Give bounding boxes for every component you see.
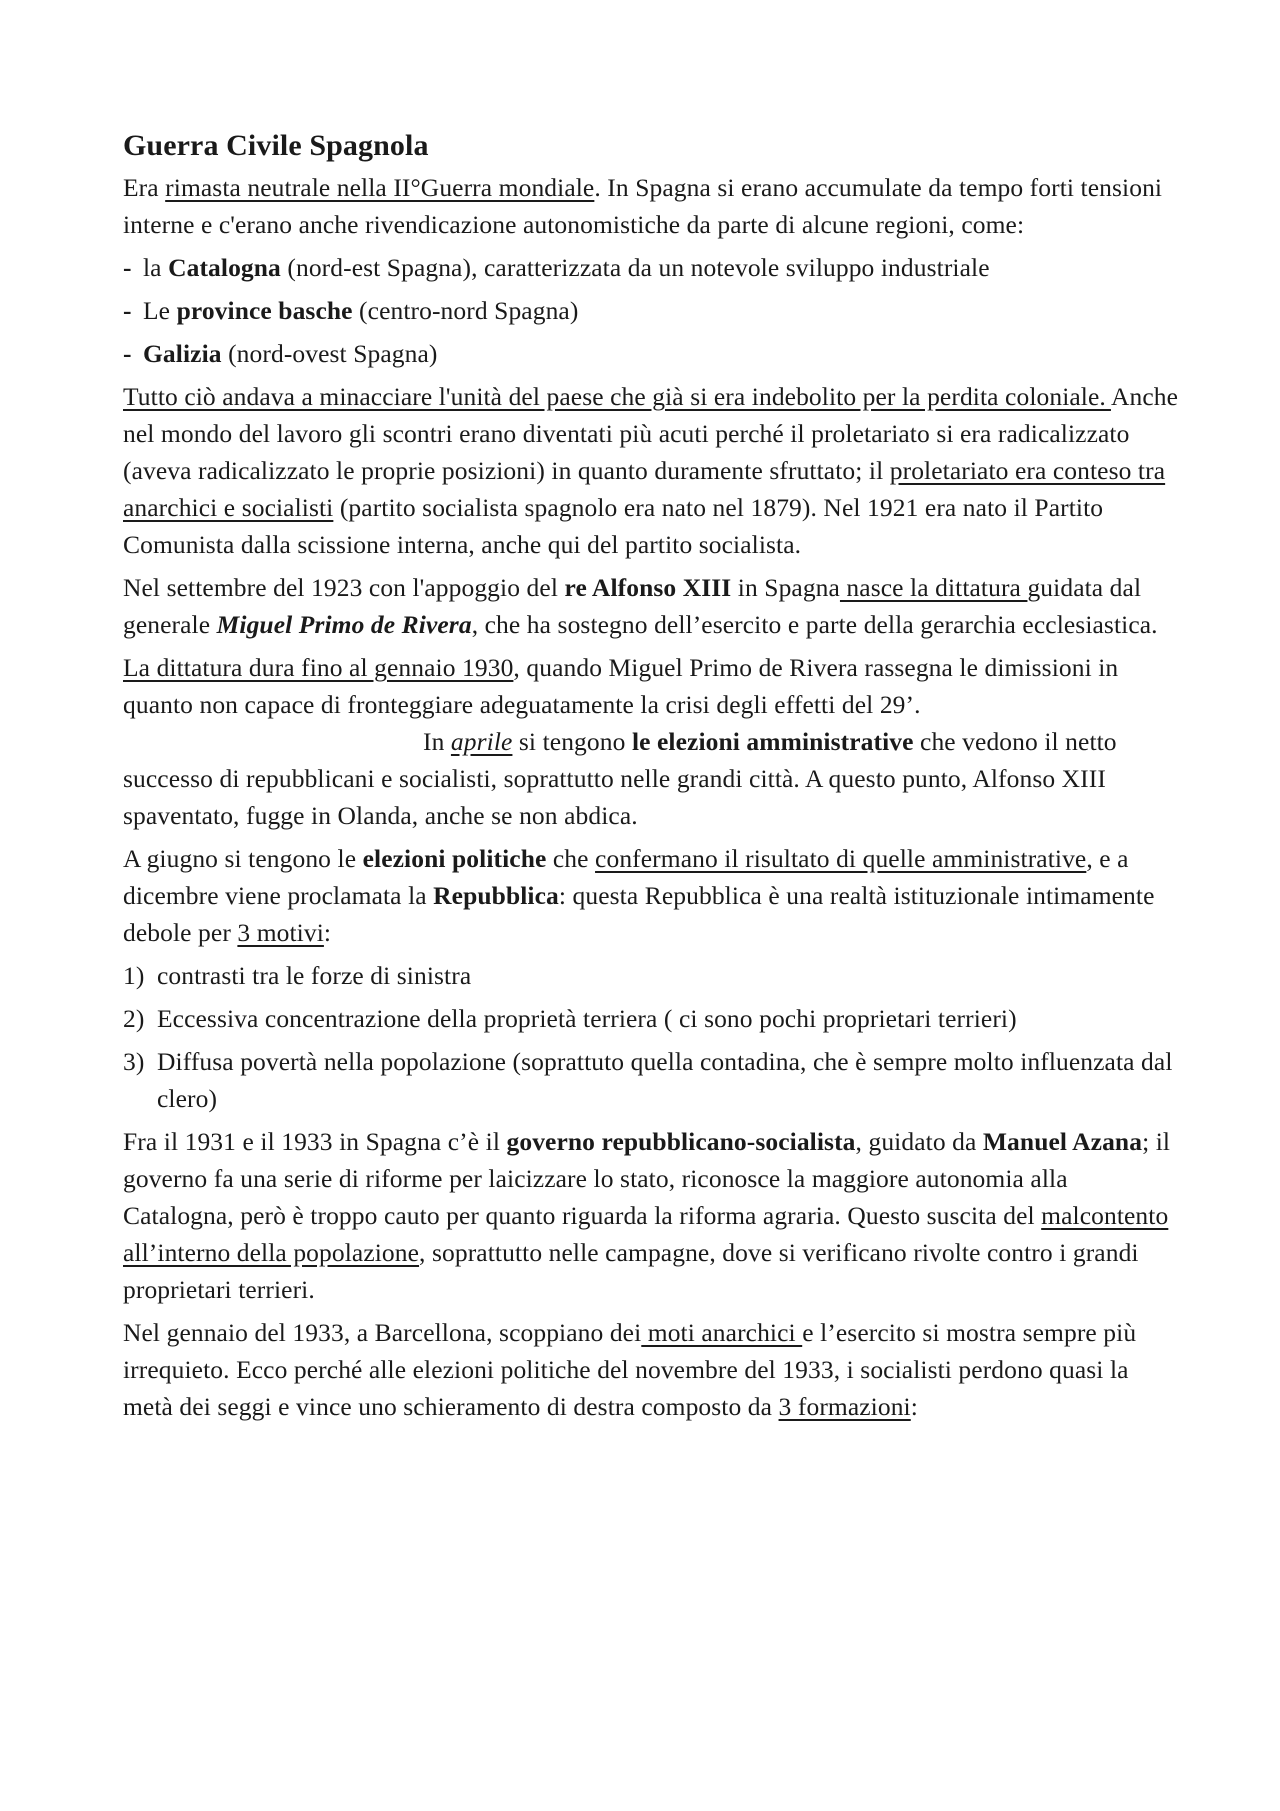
underlined-phrase: 3 motivi	[237, 918, 324, 947]
italic-underlined-word: aprile	[450, 727, 513, 756]
underlined-phrase: La dittatura dura fino al gennaio 1930	[123, 653, 514, 682]
underlined-phrase: nasce la dittatura	[839, 573, 1028, 602]
underlined-phrase: 3 formazioni	[778, 1392, 911, 1421]
list-item-region: - la Catalogna (nord-est Spagna), caratterizzata da un notevole sviluppo industriale	[123, 253, 990, 282]
underlined-phrase: Tutto ciò andava a minacciare l'unità del paese che già si era indebolito per la perdita coloniale.	[123, 382, 1111, 411]
underlined-phrase: confermano il risultato di quelle amministrative	[595, 844, 1087, 873]
paragraph-anarchic-riots: Nel gennaio del 1933, a Barcellona, scoppiano dei moti anarchici e l’esercito si mostra sempre più irrequieto. Ecco perché alle elezioni politiche del novembre del 1933, i socialisti perdono quasi la metà dei seggi e vince uno schieramento di destra composto da 3 formazioni:	[123, 1318, 1137, 1421]
underlined-phrase: rimasta neutrale nella II°Guerra mondiale	[165, 173, 595, 202]
paragraph-neutrality: Era rimasta neutrale nella II°Guerra mondiale. In Spagna si erano accumulate da tempo forti tensioni interne e c'erano anche rivendicazione autonomistiche da parte di alcune regioni, come:	[123, 173, 1163, 239]
list-item-reason: 1) contrasti tra le forze di sinistra	[123, 961, 472, 990]
document-title: Guerra Civile Spagnola	[123, 129, 429, 162]
bold-italic-name: Miguel Primo de Rivera	[216, 610, 472, 639]
paragraph-republic: A giugno si tengono le elezioni politiche che confermano il risultato di quelle amministrative, e a dicembre viene proclamata la Repubblica: questa Repubblica è una realtà istituzionale intimamente debole per 3 motivi:	[123, 844, 1155, 947]
list-item-reason: 2) Eccessiva concentrazione della proprietà terriera ( ci sono pochi proprietari terrieri)	[123, 1004, 1017, 1033]
underlined-phrase: malcontento all’interno della popolazione	[123, 1201, 1169, 1267]
list-item-region: - Le province basche (centro-nord Spagna)	[123, 296, 579, 325]
list-item-region: - Galizia (nord-ovest Spagna)	[123, 339, 438, 368]
underlined-phrase: moti anarchici	[641, 1318, 803, 1347]
paragraph-dictatorship: Nel settembre del 1923 con l'appoggio del re Alfonso XIII in Spagna nasce la dittatura guidata dal generale Miguel Primo de Rivera, che ha sostegno dell’esercito e parte della gerarchia ecclesiastica.	[123, 573, 1158, 639]
paragraph-government: Fra il 1931 e il 1933 in Spagna c’è il governo repubblicano-socialista, guidato da Manuel Azana; il governo fa una serie di riforme per laicizzare lo stato, riconosce la maggiore autonomia alla Catalogna, però è troppo cauto per quanto riguarda la riforma agraria. Questo suscita del malcontento all’interno della popolazione, soprattutto nelle campagne, dove si verificano rivolte contro i grandi proprietari terrieri.	[123, 1127, 1171, 1304]
paragraph-tensions: Tutto ciò andava a minacciare l'unità del paese che già si era indebolito per la perdita coloniale. Anche nel mondo del lavoro gli scontri erano diventati più acuti perché il proletariato si era radicalizzato (aveva radicalizzato le proprie posizioni) in quanto duramente sfruttato; il proletariato era conteso tra anarchici e socialisti (partito socialista spagnolo era nato nel 1879). Nel 1921 era nato il Partito Comunista dalla scissione interna, anche qui del partito socialista.	[123, 382, 1179, 559]
list-item-reason: 3) Diffusa povertà nella popolazione (soprattuto quella contadina, che è sempre molto influenzata dal clero)	[123, 1047, 1173, 1113]
paragraph-end-dictatorship: La dittatura dura fino al gennaio 1930, quando Miguel Primo de Rivera rassegna le dimissioni in quanto non capace di fronteggiare adeguatamente la crisi degli effetti del 29’.In aprile si tengono le elezioni amministrative che vedono il netto successo di repubblicani e socialisti, soprattutto nelle grandi città. A questo punto, Alfonso XIII spaventato, fugge in Olanda, anche se non abdica.	[123, 653, 1119, 830]
underlined-phrase: proletariato era conteso tra anarchici e socialisti	[123, 456, 1166, 522]
document-page	[123, 126, 1183, 1431]
